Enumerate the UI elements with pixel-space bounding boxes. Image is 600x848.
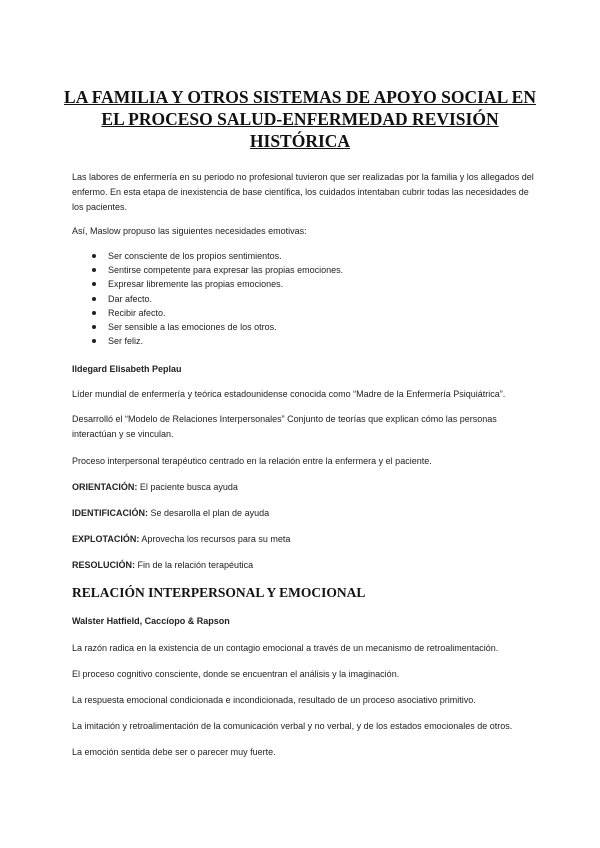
process-paragraph: Proceso interpersonal terapéutico centrado en la relación entre la enfermera y el paciente.: [72, 456, 432, 466]
peplau-name: Ildegard Elisabeth Peplau: [72, 364, 182, 374]
bullet-icon: [92, 339, 96, 343]
point-paragraph: El proceso cognitivo consciente, donde se encuentran el análisis y la imaginación.: [72, 669, 400, 679]
phase-resolution: RESOLUCIÓN: Fin de la relación terapéutica: [72, 560, 254, 570]
document-title: LA FAMILIA Y OTROS SISTEMAS DE APOYO SOCIAL EN EL PROCESO SALUD-ENFERMEDAD REVISIÓN HISTÓRICA: [64, 87, 536, 151]
list-item: Expresar libremente las propias emociones.: [92, 277, 343, 291]
needs-list: [92, 249, 343, 348]
point-paragraph: La respuesta emocional condicionada e incondicionada, resultado de un proceso asociativo primitivo.: [72, 695, 476, 705]
bullet-icon: [92, 297, 96, 301]
phase-identification: IDENTIFICACIÓN: Se desarolla el plan de ayuda: [72, 508, 270, 518]
peplau-model: Desarrolló el “Modelo de Relaciones Interpersonales” Conjunto de teorías que explican cómo las personas interactúan y se vinculan.: [72, 414, 497, 439]
intro-paragraph: Las labores de enfermería en su periodo no profesional tuvieron que ser realizadas por la familia y los allegados del enfermo. En esta etapa de inexistencia de base científica, los cuidados intentaban cubrir todas las necesidades de los pacientes.: [72, 172, 534, 212]
bullet-icon: [92, 254, 96, 258]
phase-exploitation: EXPLOTACIÓN: Aprovecha los recursos para su meta: [72, 534, 291, 544]
point-paragraph: La razón radica en la existencia de un contagio emocional a través de un mecanismo de retroalimentación.: [72, 643, 499, 653]
list-item: Ser feliz.: [92, 334, 343, 348]
authors: Walster Hatfield, Caccíopo & Rapson: [72, 616, 230, 626]
list-item: Dar afecto.: [92, 292, 343, 306]
bullet-icon: [92, 268, 96, 272]
maslow-intro: Así, Maslow propuso las siguientes necesidades emotivas:: [72, 226, 307, 236]
bullet-icon: [92, 282, 96, 286]
section-heading: RELACIÓN INTERPERSONAL Y EMOCIONAL: [72, 585, 366, 600]
list-item: Ser sensible a las emociones de los otros.: [92, 320, 343, 334]
point-paragraph: La emoción sentida debe ser o parecer muy fuerte.: [72, 747, 276, 757]
bullet-icon: [92, 311, 96, 315]
bullet-icon: [92, 325, 96, 329]
list-item: Ser consciente de los propios sentimientos.: [92, 249, 343, 263]
point-paragraph: La imitación y retroalimentación de la comunicación verbal y no verbal, y de los estados emocionales de otros.: [72, 721, 513, 731]
peplau-description: Líder mundial de enfermería y teórica estadounidense conocida como “Madre de la Enfermería Psiquiátrica”.: [72, 389, 506, 399]
list-item: Recibir afecto.: [92, 306, 343, 320]
list-item: Sentirse competente para expresar las propias emociones.: [92, 263, 343, 277]
phase-orientation: ORIENTACIÓN: El paciente busca ayuda: [72, 482, 238, 492]
